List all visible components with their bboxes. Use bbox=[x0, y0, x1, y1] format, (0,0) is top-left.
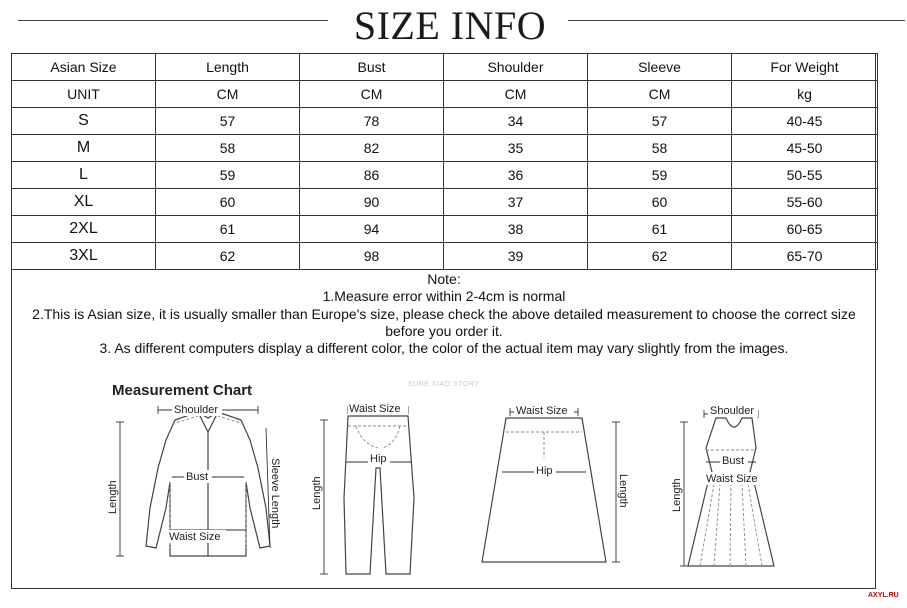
header-cell: Shoulder bbox=[444, 54, 588, 81]
table-cell: 58 bbox=[588, 135, 732, 162]
table-cell: 39 bbox=[444, 243, 588, 270]
measurement-chart bbox=[100, 398, 780, 583]
notes-heading: Note: bbox=[427, 271, 461, 287]
unit-cell: UNIT bbox=[12, 81, 156, 108]
table-cell: 62 bbox=[588, 243, 732, 270]
table-cell: 2XL bbox=[12, 216, 156, 243]
note-line: before you order it. bbox=[385, 322, 503, 339]
table-cell: 45-50 bbox=[732, 135, 878, 162]
shirt-bust-label: Bust bbox=[186, 471, 209, 483]
skirt-waist-label: Waist Size bbox=[516, 405, 568, 417]
shirt-shoulder-label: Shoulder bbox=[174, 404, 219, 416]
site-watermark: AXYL.RU bbox=[868, 592, 899, 599]
shirt-waist-label: Waist Size bbox=[169, 531, 221, 543]
dress-stitch-icon bbox=[700, 450, 762, 566]
table-row bbox=[12, 216, 878, 243]
shirt-sleeve-label: Sleeve Length bbox=[269, 458, 281, 529]
table-header-row bbox=[12, 54, 878, 81]
dress-length-label: Length bbox=[671, 478, 683, 512]
note-line: 1.Measure error within 2-4cm is normal bbox=[322, 288, 566, 305]
dress-bust-label: Bust bbox=[722, 455, 745, 467]
table-cell: 60 bbox=[588, 189, 732, 216]
table-row bbox=[12, 243, 878, 270]
table-cell: 34 bbox=[444, 108, 588, 135]
unit-cell: kg bbox=[732, 81, 878, 108]
unit-cell: CM bbox=[444, 81, 588, 108]
note-line: 3. As different computers display a different color, the color of the actual item may vary slightly from the images. bbox=[99, 340, 789, 357]
dress-shoulder-label: Shoulder bbox=[710, 405, 755, 417]
title-divider-right bbox=[568, 20, 905, 21]
table-cell: 62 bbox=[156, 243, 300, 270]
pants-diagram bbox=[311, 402, 414, 574]
table-cell: 40-45 bbox=[732, 108, 878, 135]
table-cell: 35 bbox=[444, 135, 588, 162]
measurement-chart-title: Measurement Chart bbox=[112, 382, 253, 399]
note-line: 2.This is Asian size, it is usually smaller than Europe's size, please check the above detailed measurement to choose the correct size bbox=[32, 305, 856, 322]
table-cell: 3XL bbox=[12, 243, 156, 270]
table-unit-row bbox=[12, 81, 878, 108]
unit-cell: CM bbox=[156, 81, 300, 108]
table-cell: 37 bbox=[444, 189, 588, 216]
table-row bbox=[12, 189, 878, 216]
table-cell: 57 bbox=[156, 108, 300, 135]
table-cell: 60 bbox=[156, 189, 300, 216]
header-cell: Length bbox=[156, 54, 300, 81]
title-divider-left bbox=[18, 20, 328, 21]
table-cell: 61 bbox=[156, 216, 300, 243]
table-cell: 55-60 bbox=[732, 189, 878, 216]
table-cell: L bbox=[12, 162, 156, 189]
pants-outline-icon bbox=[344, 416, 414, 574]
header-cell: For Weight bbox=[732, 54, 878, 81]
header-cell: Asian Size bbox=[12, 54, 156, 81]
shirt-diagram bbox=[107, 403, 281, 556]
table-row bbox=[12, 162, 878, 189]
skirt-hip-label: Hip bbox=[536, 465, 553, 477]
table-cell: 90 bbox=[300, 189, 444, 216]
size-table bbox=[11, 53, 878, 270]
table-cell: 38 bbox=[444, 216, 588, 243]
pants-hip-label: Hip bbox=[370, 453, 387, 465]
table-cell: 59 bbox=[588, 162, 732, 189]
table-cell: 36 bbox=[444, 162, 588, 189]
header-cell: Sleeve bbox=[588, 54, 732, 81]
table-cell: 61 bbox=[588, 216, 732, 243]
header-cell: Bust bbox=[300, 54, 444, 81]
table-cell: 94 bbox=[300, 216, 444, 243]
table-row bbox=[12, 108, 878, 135]
unit-cell: CM bbox=[588, 81, 732, 108]
table-cell: 78 bbox=[300, 108, 444, 135]
table-cell: M bbox=[12, 135, 156, 162]
skirt-diagram bbox=[482, 404, 629, 562]
dress-outline-icon bbox=[688, 418, 774, 566]
dress-diagram bbox=[671, 404, 774, 566]
table-cell: 60-65 bbox=[732, 216, 878, 243]
table-cell: 86 bbox=[300, 162, 444, 189]
pants-length-label: Length bbox=[311, 476, 323, 510]
table-cell: 65-70 bbox=[732, 243, 878, 270]
table-cell: 59 bbox=[156, 162, 300, 189]
watermark-text: SURE XIAO STORY bbox=[408, 381, 480, 388]
table-cell: 57 bbox=[588, 108, 732, 135]
skirt-stitch-icon bbox=[506, 432, 582, 458]
pants-stitch-icon bbox=[348, 426, 408, 448]
table-cell: 82 bbox=[300, 135, 444, 162]
dress-waist-label: Waist Size bbox=[706, 473, 758, 485]
table-cell: 58 bbox=[156, 135, 300, 162]
notes-block bbox=[12, 271, 876, 357]
page-title: SIZE INFO bbox=[353, 3, 547, 48]
table-cell: XL bbox=[12, 189, 156, 216]
table-row bbox=[12, 135, 878, 162]
unit-cell: CM bbox=[300, 81, 444, 108]
table-cell: 98 bbox=[300, 243, 444, 270]
title-row bbox=[0, 0, 907, 48]
shirt-length-label: Length bbox=[107, 480, 119, 514]
pants-waist-label: Waist Size bbox=[349, 403, 401, 415]
skirt-length-label: Length bbox=[617, 474, 629, 508]
table-cell: S bbox=[12, 108, 156, 135]
table-cell: 50-55 bbox=[732, 162, 878, 189]
